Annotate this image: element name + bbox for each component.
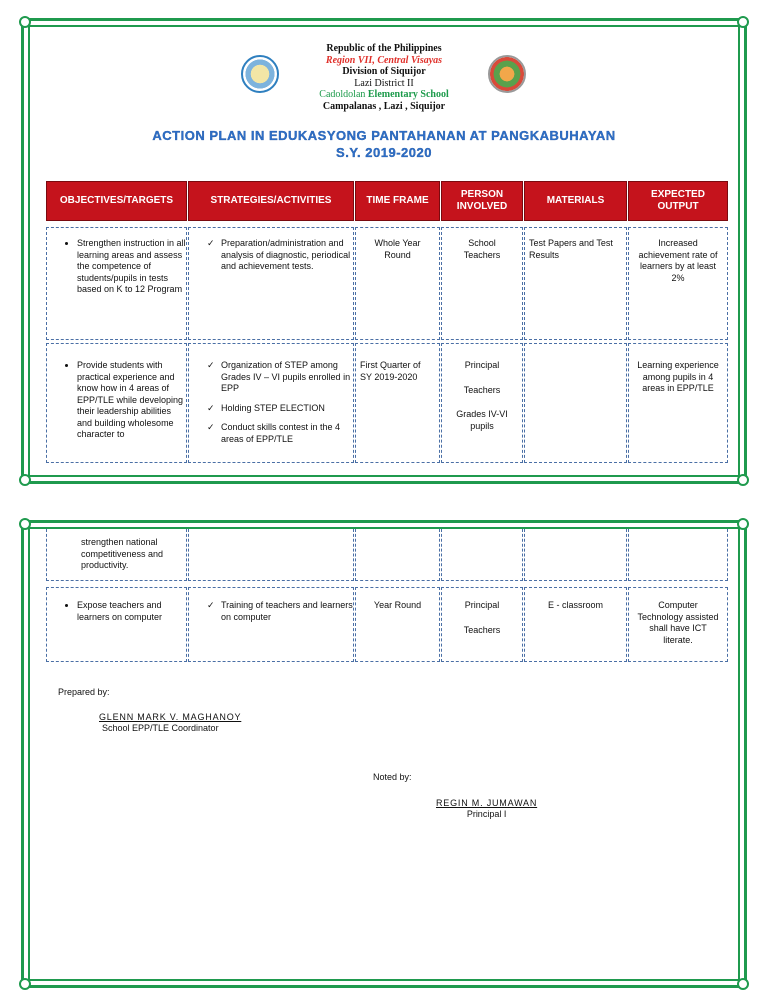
row3-objective <box>46 587 187 662</box>
row2-materials <box>524 343 627 463</box>
col-header-output: EXPECTED OUTPUT <box>628 181 728 221</box>
person-item: Teachers <box>463 624 501 635</box>
corner-ornament <box>19 474 31 486</box>
objective-item: • Strengthen instruction in all learning areas and assess the competence of students/pupils in tests based on K to 12 Program <box>77 238 186 296</box>
school-name: Cadoldolan <box>319 89 366 100</box>
col-header-persons: PERSON INVOLVED <box>441 181 523 221</box>
row1-time: Whole Year Round <box>355 227 440 340</box>
row3-time: Year Round <box>355 587 440 662</box>
strategy-item: ✓ Organization of STEP among Grades IV – VI pupils enrolled in EPP <box>221 360 353 395</box>
letterhead-line: Republic of the Philippines <box>326 43 442 54</box>
person-item: Teachers <box>463 384 501 395</box>
school-year: S.Y. 2019-2020 <box>336 145 432 160</box>
row2-materials-cont <box>524 529 627 581</box>
row2-strategies-cont <box>188 529 354 581</box>
row1-materials: Test Papers and Test Results <box>524 227 627 340</box>
corner-ornament <box>19 518 31 530</box>
row1-strategy <box>188 227 354 340</box>
prepared-by-title: School EPP/TLE Coordinator <box>102 723 219 733</box>
noted-by-title: Principal I <box>466 809 507 819</box>
row3-materials: E - classroom <box>524 587 627 662</box>
row2-time-cont <box>355 529 440 581</box>
row3-persons <box>441 587 523 662</box>
page-one <box>21 18 747 484</box>
letterhead-school <box>24 89 744 101</box>
prepared-by-block <box>99 712 241 734</box>
school-type: Elementary School <box>367 89 449 100</box>
letterhead-district: Lazi District II <box>354 77 414 89</box>
row1-objective <box>46 227 187 340</box>
col-header-timeframe: TIME FRAME <box>355 181 440 221</box>
row1-persons: School Teachers <box>441 227 523 340</box>
row2-objective <box>46 343 187 463</box>
corner-ornament <box>737 518 749 530</box>
row2-output-cont <box>628 529 728 581</box>
noted-by-name: REGIN M. JUMAWAN <box>436 798 538 808</box>
corner-ornament <box>737 16 749 28</box>
noted-by-label: Noted by: <box>373 772 412 782</box>
row2-persons-cont <box>441 529 523 581</box>
prepared-by-label: Prepared by: <box>58 687 110 697</box>
prepared-by-name: GLENN MARK V. MAGHANOY <box>99 712 242 722</box>
noted-by-block <box>436 798 537 820</box>
objective-item: • Provide students with practical experience and know how in 4 areas of EPP/TLE while developing their leadership abilities and building wholesome character to <box>77 360 186 441</box>
strategy-item: ✓ Training of teachers and learners on computer <box>221 600 353 623</box>
row3-output: Computer Technology assisted shall have ICT literate. <box>628 587 728 662</box>
strategy-item: ✓ Conduct skills contest in the 4 areas of EPP/TLE <box>221 422 353 445</box>
corner-ornament <box>19 978 31 990</box>
person-item: Principal <box>464 600 500 610</box>
corner-ornament <box>19 16 31 28</box>
col-header-strategies: STRATEGIES/ACTIVITIES <box>188 181 354 221</box>
col-header-materials: MATERIALS <box>524 181 627 221</box>
col-header-objectives: OBJECTIVES/TARGETS <box>46 181 187 221</box>
row2-time: First Quarter of SY 2019-2020 <box>355 343 440 463</box>
corner-ornament <box>737 978 749 990</box>
objective-continuation: strengthen national competitiveness and productivity. <box>81 537 164 570</box>
person-item: Principal <box>464 360 500 370</box>
row2-output: Learning experience among pupils in 4 areas in EPP/TLE <box>628 343 728 463</box>
strategy-item: ✓ Preparation/administration and analysis of diagnostic, periodical and achievement tests. <box>221 238 353 273</box>
row1-output: Increased achievement rate of learners by at least 2% <box>628 227 728 340</box>
page-two <box>21 520 747 988</box>
letterhead-address: Campalanas , Lazi , Siquijor <box>322 100 446 112</box>
corner-ornament <box>737 474 749 486</box>
row2-persons <box>441 343 523 463</box>
document-title: ACTION PLAN IN EDUKASYONG PANTAHANAN AT PANGKABUHAYAN <box>152 128 616 143</box>
objective-item: • Expose teachers and learners on computer <box>77 600 186 623</box>
letterhead-region: Region VII, Central Visayas <box>325 54 443 66</box>
row2-strategies <box>188 343 354 463</box>
strategy-item: ✓ Holding STEP ELECTION <box>221 403 353 415</box>
person-item: Grades IV-VI pupils <box>456 409 508 431</box>
row3-strategy <box>188 587 354 662</box>
letterhead-division: Division of Siquijor <box>342 66 426 77</box>
row2-objective-cont <box>46 529 187 581</box>
letterhead <box>24 43 744 112</box>
